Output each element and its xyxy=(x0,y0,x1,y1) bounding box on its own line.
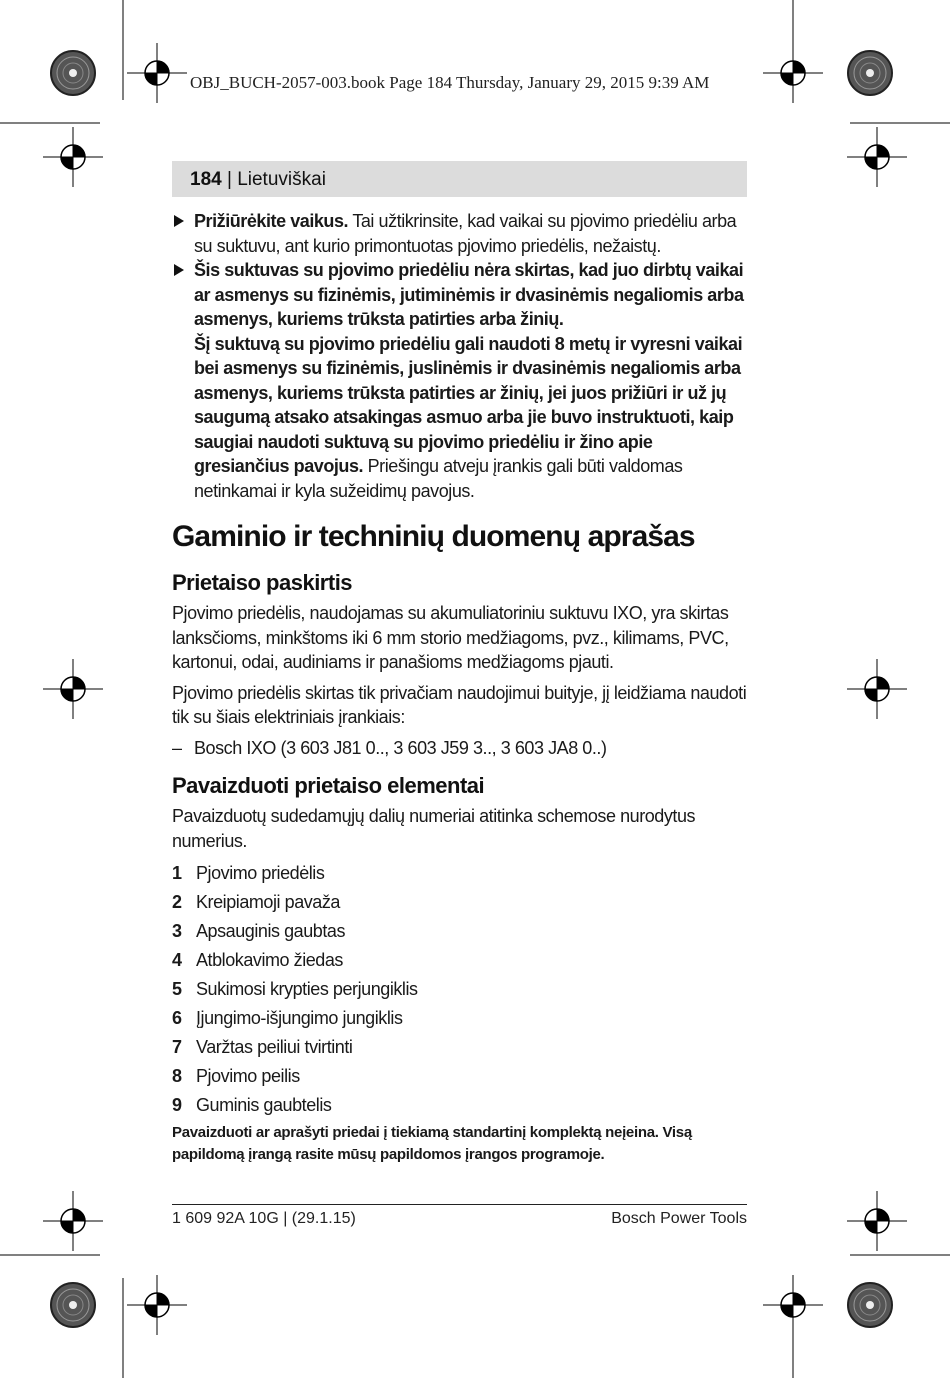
list-item: 4 Atblokavimo žiedas xyxy=(172,950,343,970)
header-language: Lietuviškai xyxy=(237,169,326,190)
print-slug: OBJ_BUCH-2057-003.book Page 184 Thursday, January 29, 2015 9:39 AM xyxy=(190,73,710,92)
list-item: 6 Įjungimo-išjungimo jungiklis xyxy=(172,1008,403,1028)
bullet-triangle-icon xyxy=(174,264,184,276)
page-number: 184 xyxy=(190,169,222,190)
list-item: 3 Apsauginis gaubtas xyxy=(172,921,346,941)
bullet-bold-text: Prižiūrėkite vaikus. xyxy=(194,211,349,231)
list-item: 2 Kreipiamoji pavaža xyxy=(172,892,340,912)
components-intro: Pavaizduotų sudedamųjų dalių numeriai atitinka schemose nurodytus numerius. xyxy=(172,806,696,851)
components-heading: Pavaizduoti prietaiso elementai xyxy=(172,773,485,798)
header-separator: | xyxy=(226,169,232,190)
bullet-continuation: Šį suktuvą su pjovimo priedėliu gali naudoti 8 metų ir vyresni vaikai bei asmenys su fizinėmis, juslinėmis ir dvasinėmis negaliomis arba asmenys, kuriems trūksta patirties ar žinių, jei juos prižiūri ir už jų saugumą atsako atsakingas asmuo arba jie buvo instruktuoti, kaip saugiai naudoti suktuvą su pjovimo priedėliu ir žino apie gresiančius pavojus. Priešingu atveju įrankis gali būti valdomas netinkamai ir kyla sužeidimų pavojus. xyxy=(194,333,743,501)
page-header xyxy=(172,161,747,197)
components-list xyxy=(172,859,747,1120)
intended-use-heading: Prietaiso paskirtis xyxy=(172,570,353,595)
list-item: 1 Pjovimo priedėlis xyxy=(172,863,325,883)
list-item: 8 Pjovimo peilis xyxy=(172,1066,300,1086)
accessories-note: Pavaizduoti ar aprašyti priedai į tiekiamą standartinį komplektą neįeina. Visą papildomą įrangą rasite mūsų papildomos įrangos programoje. xyxy=(172,1124,692,1163)
bullet-text: Tai užtikrinsite, kad vaikai su pjovimo priedėliu arba su suktuvu, ant kurio primontuotas pjovimo priedėlis, nežaistų. xyxy=(194,211,737,256)
list-item: 5 Sukimosi krypties perjungiklis xyxy=(172,979,418,999)
bullet-triangle-icon xyxy=(174,215,184,227)
page-content xyxy=(172,209,747,1181)
safety-bullet xyxy=(172,258,747,332)
bullet-bold-text: Šis suktuvas su pjovimo priedėliu nėra skirtas, kad juo dirbtų vaikai ar asmenys su fizinėmis, jutiminėmis ir dvasinėmis negaliomis arba asmenys, kuriems trūksta patirties arba žinių. xyxy=(194,260,744,329)
section-title: Gaminio ir techninių duomenų aprašas xyxy=(172,520,695,553)
footer-rule xyxy=(172,1204,747,1205)
compatible-tool-item: – Bosch IXO (3 603 J81 0.., 3 603 J59 3.., 3 603 JA8 0..) xyxy=(172,737,607,758)
intended-use-paragraph: Pjovimo priedėlis skirtas tik privačiam naudojimui buityje, jį leidžiama naudoti tik su šiais elektriniais įrankiais: xyxy=(172,682,747,727)
footer-document-number: 1 609 92A 10G | (29.1.15) xyxy=(172,1210,356,1227)
footer-brand: Bosch Power Tools xyxy=(611,1210,747,1227)
list-item: 7 Varžtas peiliui tvirtinti xyxy=(172,1037,353,1057)
intended-use-paragraph: Pjovimo priedėlis, naudojamas su akumuliatoriniu suktuvu IXO, yra skirtas lanksčioms, minkštoms iki 6 mm storio medžiagoms, pvz., kilimams, PVC, kartonui, odai, audiniams ir panašioms medžiagoms pjauti. xyxy=(172,603,729,672)
list-item: 9 Guminis gaubtelis xyxy=(172,1095,332,1115)
safety-bullet xyxy=(172,209,747,258)
